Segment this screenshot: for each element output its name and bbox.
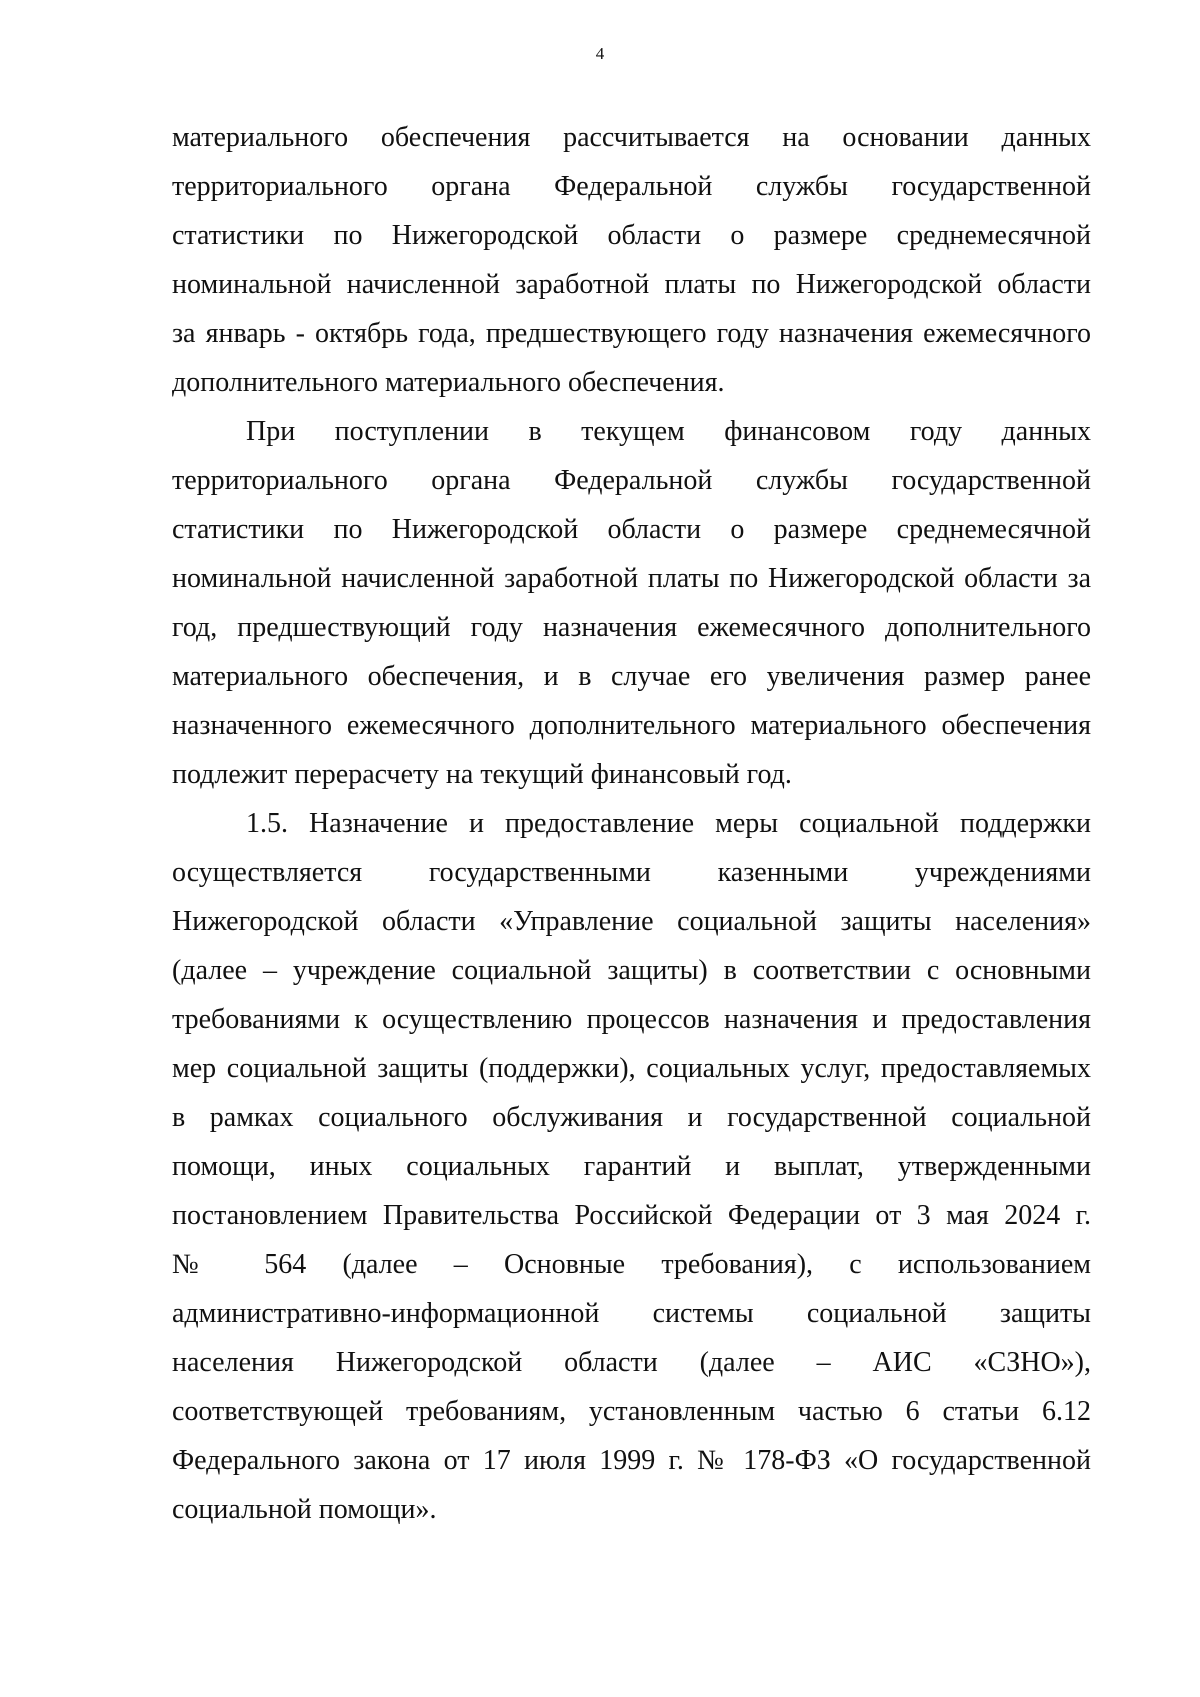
text-line: территориального органа Федеральной службы государственной bbox=[172, 465, 1091, 496]
text-line: требованиями к осуществлению процессов назначения и предоставления bbox=[172, 1004, 1091, 1035]
paragraph-section-1-5 bbox=[172, 799, 1091, 1534]
text-line: материального обеспечения, и в случае его увеличения размер ранее bbox=[172, 661, 1091, 692]
paragraph-recalculation bbox=[172, 407, 1091, 799]
text-line: соответствующей требованиям, установленным частью 6 статьи 6.12 bbox=[172, 1396, 1091, 1427]
text-line: номинальной начисленной заработной платы по Нижегородской области за bbox=[172, 563, 1091, 594]
text-line: 1.5. Назначение и предоставление меры социальной поддержки bbox=[246, 808, 1091, 839]
page-number: 4 bbox=[595, 44, 605, 63]
text-line: номинальной начисленной заработной платы по Нижегородской области bbox=[172, 269, 1091, 300]
paragraph-salary-calculation bbox=[172, 113, 1091, 407]
text-line: административно-информационной системы социальной защиты bbox=[172, 1298, 1091, 1329]
text-line: статистики по Нижегородской области о размере среднемесячной bbox=[172, 220, 1091, 251]
document-body bbox=[172, 113, 1091, 1534]
text-line: Федерального закона от 17 июля 1999 г. № 178-ФЗ «О государственной bbox=[172, 1445, 1091, 1476]
text-line: дополнительного материального обеспечения. bbox=[172, 367, 725, 398]
text-line: год, предшествующий году назначения ежемесячного дополнительного bbox=[172, 612, 1091, 643]
text-line: в рамках социального обслуживания и государственной социальной bbox=[172, 1102, 1091, 1133]
text-line: за январь - октябрь года, предшествующего году назначения ежемесячного bbox=[172, 318, 1091, 349]
text-line: При поступлении в текущем финансовом году данных bbox=[246, 416, 1091, 447]
text-line: помощи, иных социальных гарантий и выплат, утвержденными bbox=[172, 1151, 1091, 1182]
text-line: мер социальной защиты (поддержки), социальных услуг, предоставляемых bbox=[172, 1053, 1091, 1084]
text-line: осуществляется государственными казенными учреждениями bbox=[172, 857, 1091, 888]
text-line: материального обеспечения рассчитывается на основании данных bbox=[172, 122, 1091, 153]
text-line: (далее – учреждение социальной защиты) в соответствии с основными bbox=[172, 955, 1091, 986]
text-line: № 564 (далее – Основные требования), с использованием bbox=[172, 1249, 1091, 1280]
text-line: назначенного ежемесячного дополнительного материального обеспечения bbox=[172, 710, 1091, 741]
text-line: подлежит перерасчету на текущий финансовый год. bbox=[172, 759, 792, 790]
text-line: населения Нижегородской области (далее – АИС «СЗНО»), bbox=[172, 1347, 1091, 1378]
text-line: статистики по Нижегородской области о размере среднемесячной bbox=[172, 514, 1091, 545]
text-line: социальной помощи». bbox=[172, 1494, 437, 1525]
text-line: постановлением Правительства Российской Федерации от 3 мая 2024 г. bbox=[172, 1200, 1091, 1231]
text-line: Нижегородской области «Управление социальной защиты населения» bbox=[172, 906, 1091, 937]
text-line: территориального органа Федеральной службы государственной bbox=[172, 171, 1091, 202]
